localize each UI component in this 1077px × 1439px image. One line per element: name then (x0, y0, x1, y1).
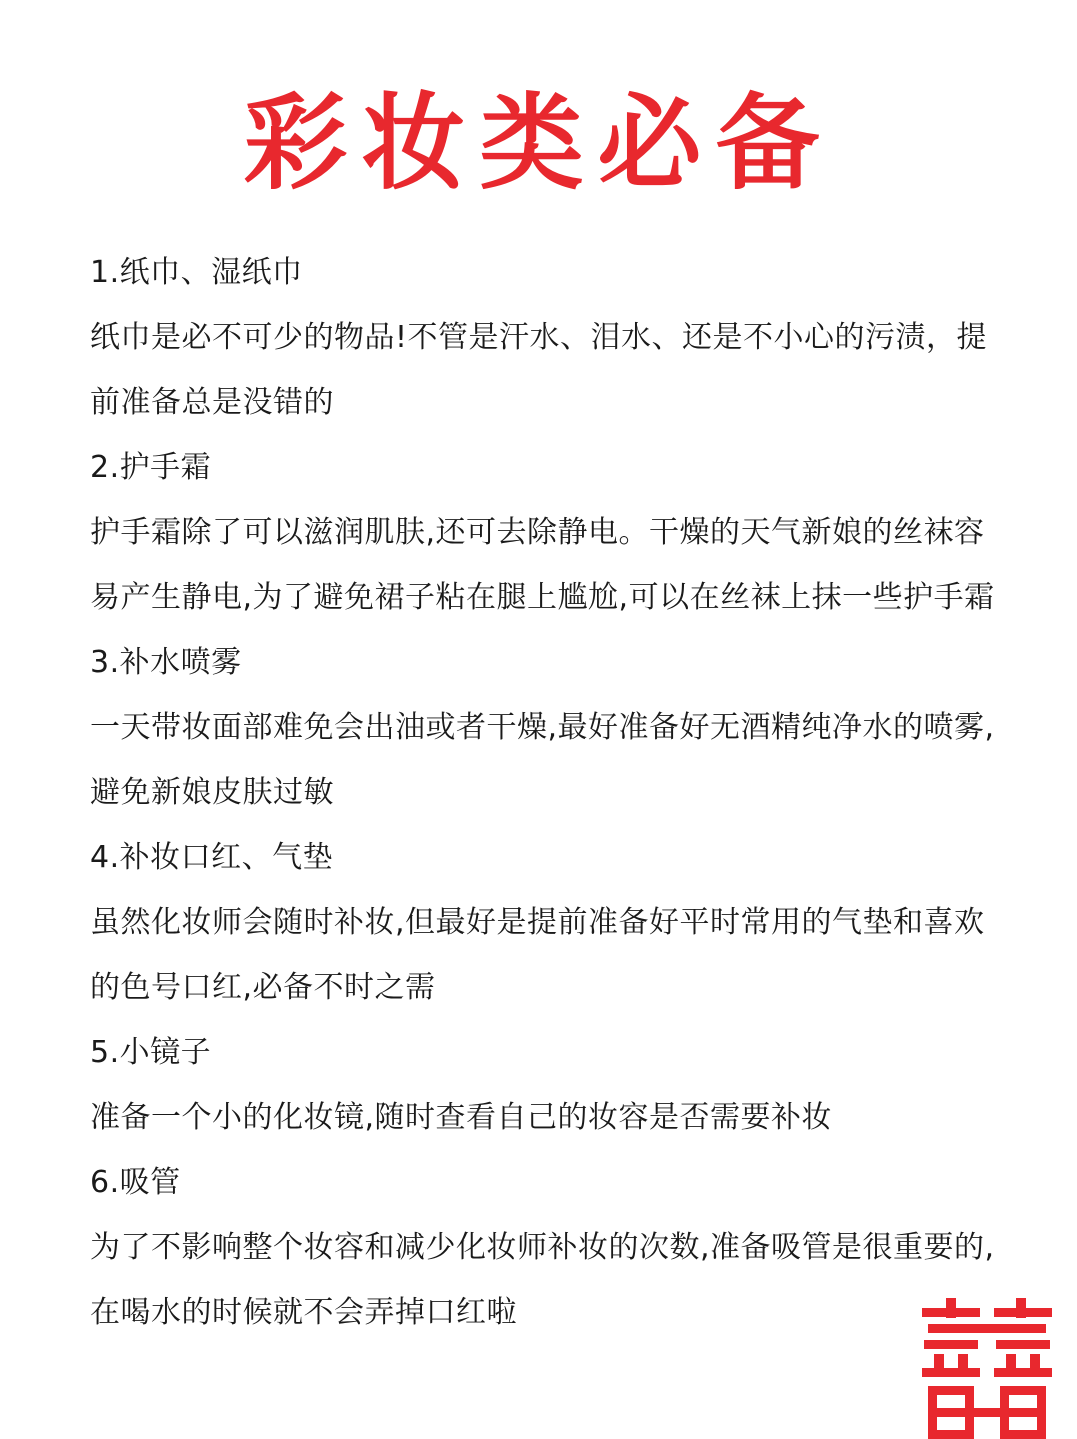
section-hand-cream (90, 435, 1050, 630)
section-lipstick-cushion (90, 825, 1050, 1020)
section-heading: 3.补水喷雾 (90, 645, 242, 680)
section-text-line: 前准备总是没错的 (90, 385, 334, 420)
section-text-line: 的色号口红,必备不时之需 (90, 970, 436, 1005)
section-text-line: 在喝水的时候就不会弄掉口红啦 (90, 1295, 517, 1330)
section-text-line: 避免新娘皮肤过敏 (90, 775, 334, 810)
section-heading: 1.纸巾、湿纸巾 (90, 255, 303, 290)
section-text-line: 一天带妆面部难免会出油或者干燥,最好准备好无酒精纯净水的喷雾, (90, 710, 995, 745)
section-heading: 2.护手霜 (90, 450, 212, 485)
section-mirror (90, 1020, 1050, 1150)
double-happiness-icon (918, 1298, 1056, 1439)
section-hydrating-spray (90, 630, 1050, 825)
section-heading: 6.吸管 (90, 1165, 181, 1200)
section-text-line: 为了不影响整个妆容和减少化妆师补妆的次数,准备吸管是很重要的, (90, 1230, 995, 1265)
section-text-line: 护手霜除了可以滋润肌肤,还可去除静电。干燥的天气新娘的丝袜容 (90, 515, 985, 550)
section-straw (90, 1150, 1050, 1345)
content-body (90, 240, 1050, 1345)
page-title: 彩妆类必备 (243, 82, 834, 204)
section-text-line: 准备一个小的化妆镜,随时查看自己的妆容是否需要补妆 (90, 1100, 833, 1135)
section-heading: 4.补妆口红、气垫 (90, 840, 334, 875)
section-text-line: 纸巾是必不可少的物品!不管是汗水、泪水、还是不小心的污渍，提 (90, 320, 988, 355)
section-text-line: 虽然化妆师会随时补妆,但最好是提前准备好平时常用的气垫和喜欢 (90, 905, 985, 940)
section-heading: 5.小镜子 (90, 1035, 212, 1070)
section-text-line: 易产生静电,为了避免裙子粘在腿上尴尬,可以在丝袜上抹一些护手霜 (90, 580, 995, 615)
section-tissues (90, 240, 1050, 435)
